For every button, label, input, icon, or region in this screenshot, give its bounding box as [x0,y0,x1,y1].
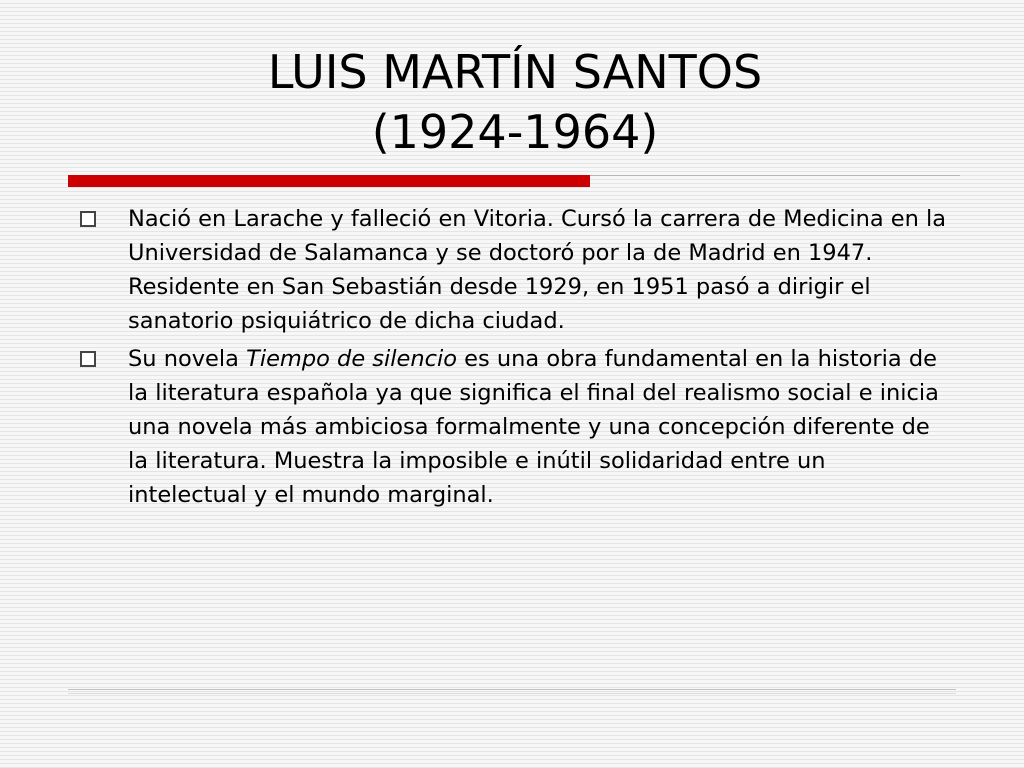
bullet-text-after: es una obra fundamental en la historia de la literatura española ya que significa el final del realismo social e inicia una novela más ambiciosa formalmente y una concepción diferente de la literatura. Muestra la imposible e inútil solidaridad entre un intelectual y el mundo marginal. [128,346,939,508]
bullet-list [78,202,948,516]
title-years: (1924-1964) [371,105,659,159]
bullet-text-before: Su novela [128,346,247,372]
footer-divider-line-secondary [68,693,956,694]
novel-title: Tiempo de silencio [246,346,458,372]
hollow-square-bullet-icon [80,351,96,367]
bullet-item-biography [78,202,948,338]
title-accent-rule [68,175,590,187]
footer-divider-line [68,689,956,690]
hollow-square-bullet-icon [80,211,96,227]
bullet-text: Nació en Larache y falleció en Vitoria. Cursó la carrera de Medicina en la Universidad de Salamanca y se doctoró por la de Madrid en 1947. Residente en San Sebastián desde 1929, en 1951 pasó a dirigir el sanatorio psiquiátrico de dicha ciudad. [128,206,947,334]
title-divider-line [590,175,960,176]
bullet-item-novel [78,342,948,512]
slide-title [100,42,930,162]
title-name: LUIS MARTÍN SANTOS [267,45,763,99]
bullet-text [128,342,948,512]
